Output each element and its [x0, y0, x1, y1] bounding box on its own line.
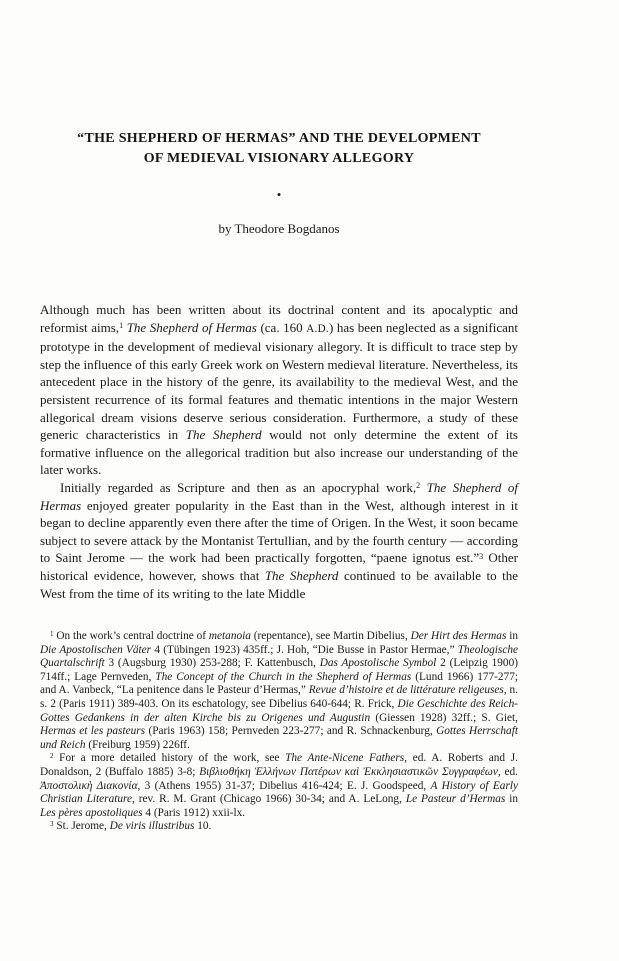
footnotes-section: [40, 630, 518, 834]
footnote-2: $^2$ For a more detailed history of the work, see The Ante-Nicene Fathers, ed. A. Roberts and J. Donaldson, 2 (Buffalo 1885) 3-8; Βιβλιοθήκη Ἑλλήνων Πατέρων καὶ Ἐκκλησιαστικῶν Συγγραφέων, ed. Ἀποστολικὴ Διακονία, 3 (Athens 1955) 31-37; Dibelius 416-424; E. J. Goodspeed, A History of Early Christian Literature, rev. R. M. Grant (Chicago 1966) 30-34; and A. LeLong, Le Pasteur d’Hermas in Les pères apostoliques 4 (Paris 1912) xxii-lx.: [40, 752, 518, 819]
title-line-1: “THE SHEPHERD OF HERMAS” AND THE DEVELOPMENT: [77, 131, 481, 146]
footnote-3: $^3$ St. Jerome, De viris illustribus 10.: [50, 820, 212, 833]
body-paragraph-2: Initially regarded as Scripture and then as an apocryphal work,$^2$ The Shepherd of Hermas enjoyed greater popularity in the East than in the West, although interest in it began to decline apparently even there after the time of Origen. In the West, it soon became subject to severe attack by the Montanist Tertullian, and by the fourth century — according to Saint Jerome — the work had been practically forgotten, “paene ignotus est.”$^3$ Other historical evidence, however, shows that The Shepherd continued to be available to the West from the time of its writing to the late Middle: [40, 479, 519, 601]
article-title: [40, 129, 518, 169]
title-line-2: OF MEDIEVAL VISIONARY ALLEGORY: [143, 151, 415, 166]
body-paragraph-1: Although much has been written about its doctrinal content and its apocalyptic and reformist aims,$^1$ The Shepherd of Hermas (ca. 160 A.D.) has been neglected as a significant prototype in the development of medieval visionary allegory. It is difficult to trace step by step the influence of this early Greek work on Western medieval literature. Nevertheless, its antecedent place in the history of the genre, its availability to the medieval West, and the persistent recurrence of its formal features and thematic intentions in the major Western allegorical dream visions deserve serious consideration. Furthermore, a study of these generic characteristics in The Shepherd would not only determine the extent of its formative influence on the allegorical tradition but also increase our understanding of the later works.: [40, 302, 518, 478]
footnote-1: $^1$ On the work’s central doctrine of metanoia (repentance), see Martin Dibelius, Der Hirt des Hermas in Die Apostolischen Väter 4 (Tübingen 1923) 435ff.; J. Hoh, “Die Busse in Pastor Hermae,” Theologische Quartalschrift 3 (Augsburg 1930) 253-288; F. Kattenbusch, Das Apostolische Symbol 2 (Leipzig 1900) 714ff.; Lage Pernveden, The Concept of the Church in the Shepherd of Hermas (Lund 1966) 177-277; and A. Vanbeck, “La penitence dans le Pasteur d’Hermas,” Revue d’histoire et de littérature religeuses, n. s. 2 (Paris 1911) 389-403. On its eschatology, see Dibelius 640-644; R. Frick, Die Geschichte des Reich-Gottes Gedankens in der alten Kirche bis zu Origenes und Augustin (Giessen 1928) 32ff.; S. Giet, Hermas et les pasteurs (Paris 1963) 158; Pernveden 223-277; and R. Schnackenburg, Gottes Herrschaft und Reich (Freiburg 1959) 226ff.: [40, 629, 519, 751]
article-body: [40, 301, 518, 602]
byline: by Theodore Bogdanos: [218, 221, 340, 236]
divider-bullet-icon: •: [276, 187, 282, 202]
